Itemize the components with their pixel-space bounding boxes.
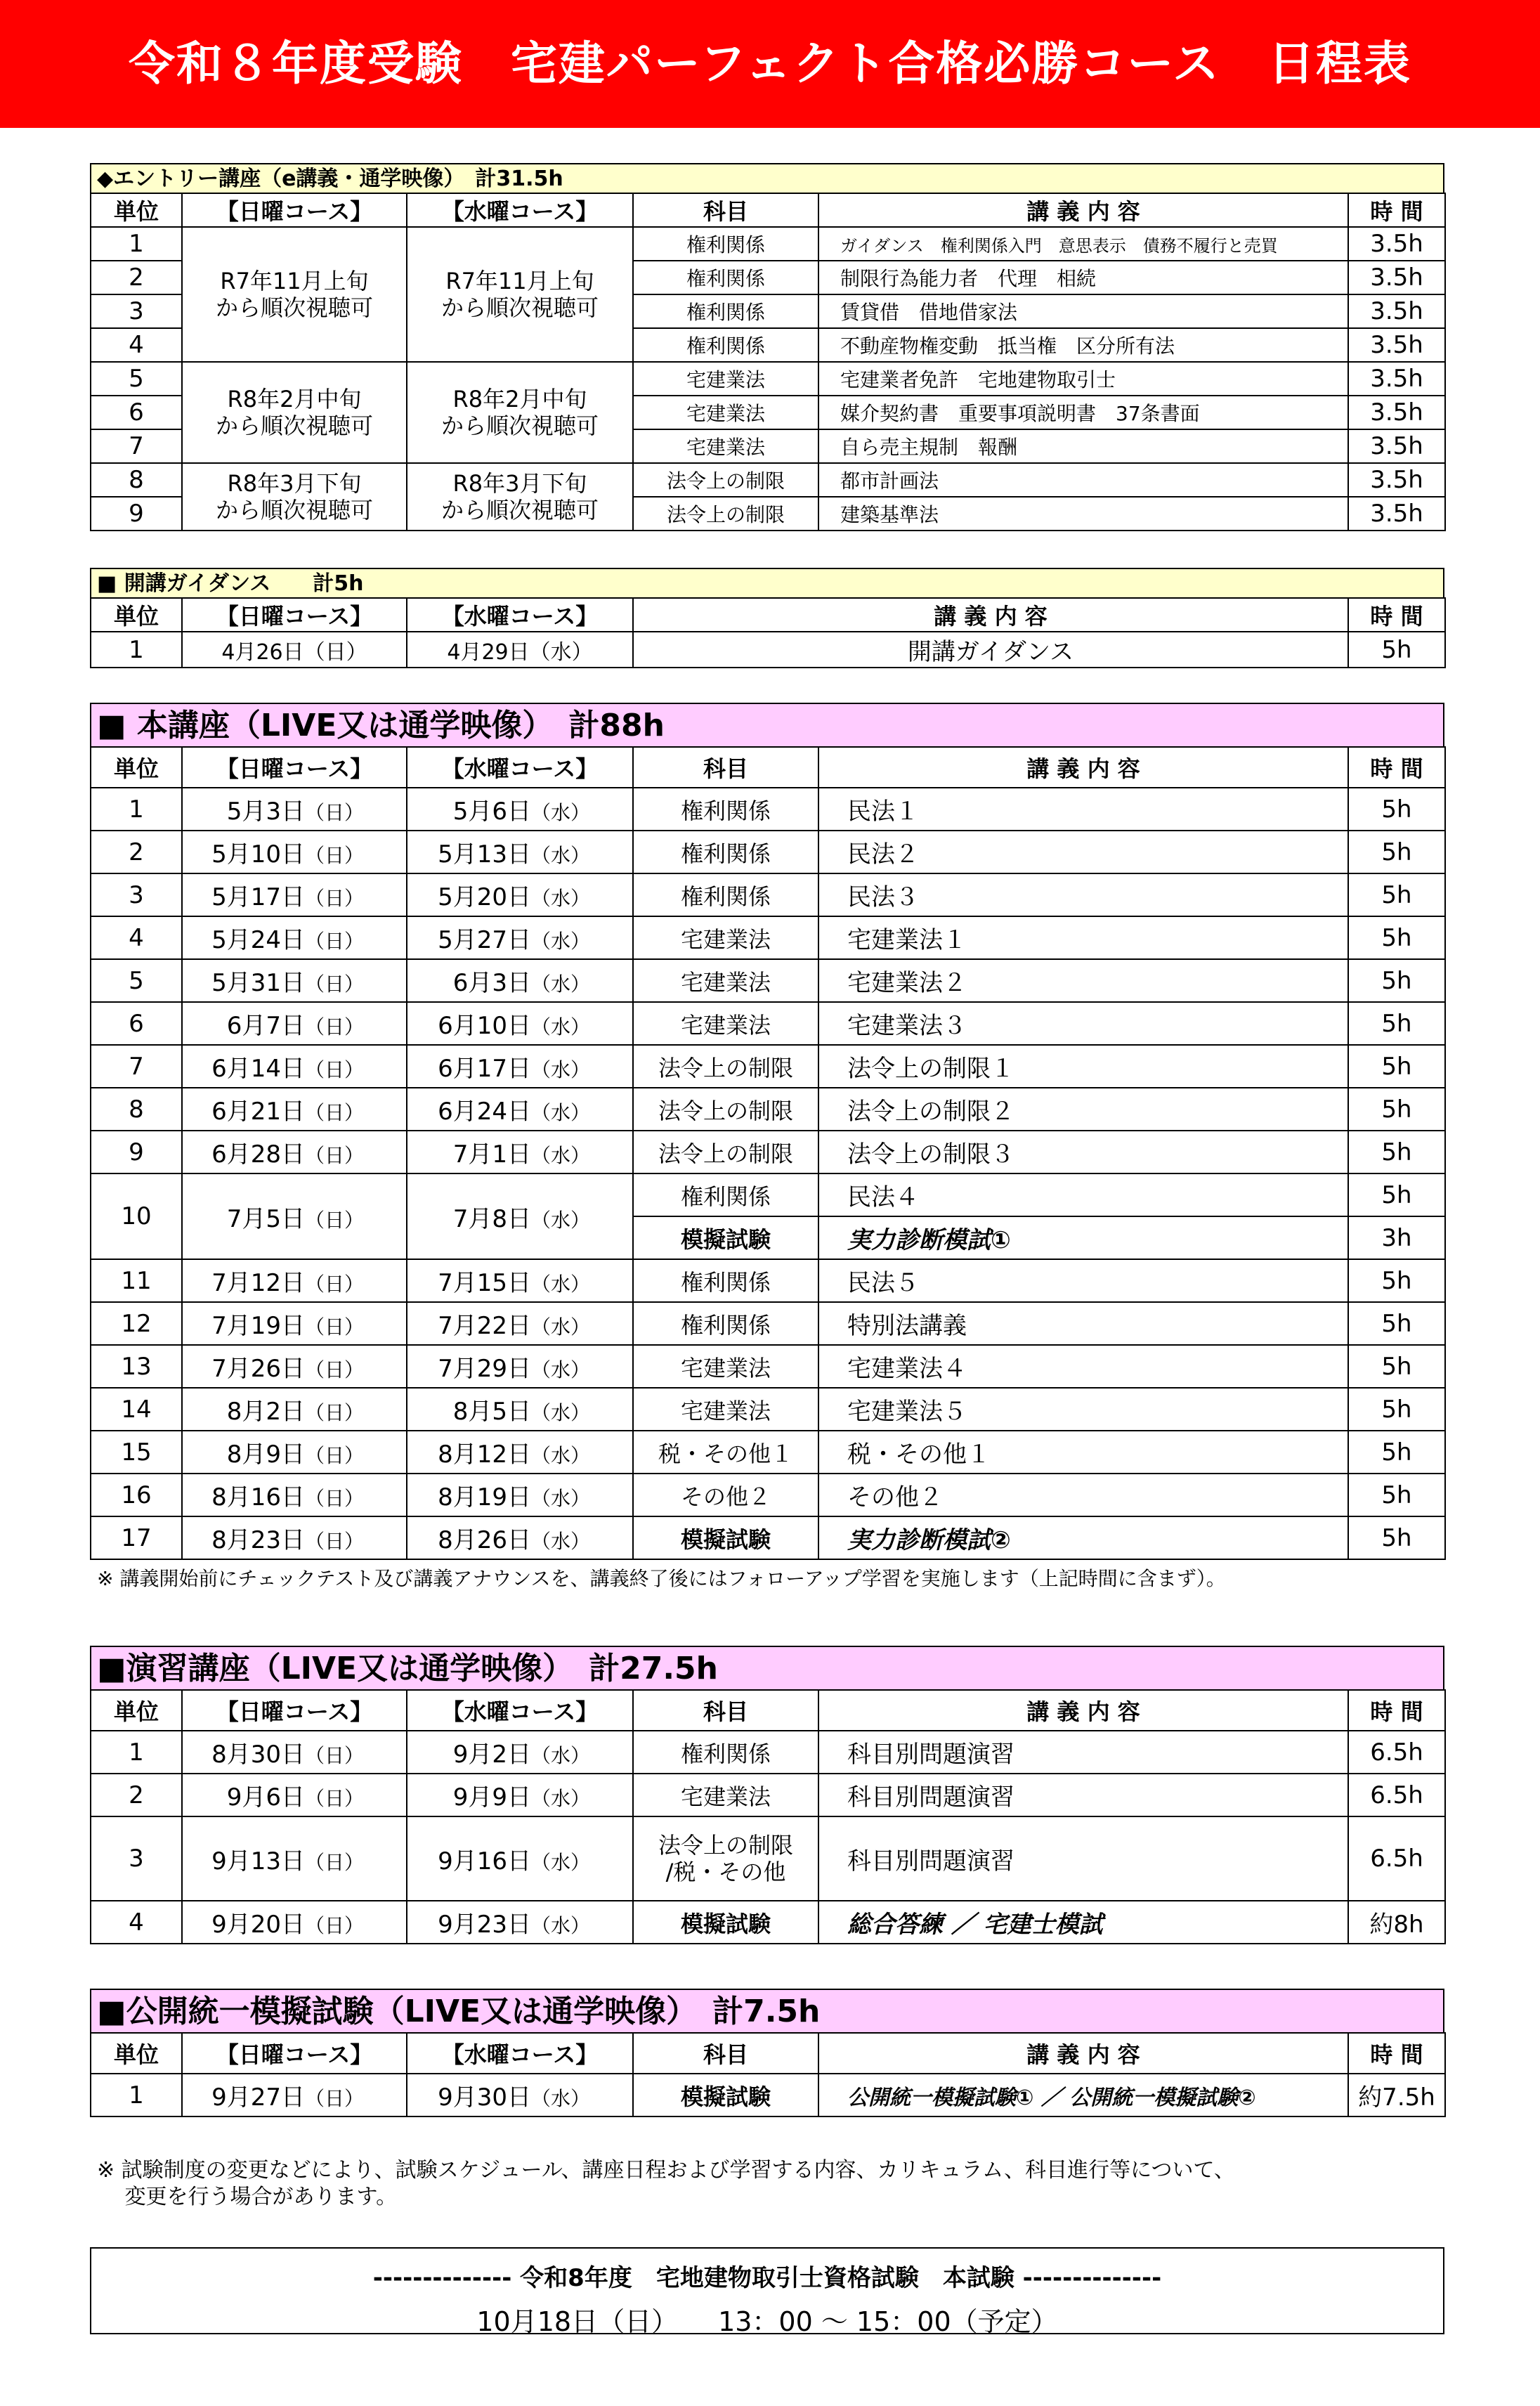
col-content: 講 義 内 容	[818, 2033, 1348, 2074]
time-cell: 5h	[1348, 959, 1445, 1002]
time-cell: 3.5h	[1348, 429, 1445, 463]
mock-table	[90, 2032, 1446, 2117]
table-row	[91, 463, 1445, 497]
col-wed: 【水曜コース】	[407, 2033, 633, 2074]
time-cell: 5h	[1348, 1088, 1445, 1131]
wed-date-cell: 9月2日（水）	[407, 1731, 633, 1774]
page-title: 令和８年度受験 宅建パーフェクト合格必勝コース 日程表	[0, 0, 1540, 128]
main-note: ※ 講義開始前にチェックテスト及び講義アナウンスを、講義終了後にはフォローアップ学習を実施します（上記時間に含まず）。	[97, 1567, 1226, 1590]
time-cell: 5h	[1348, 788, 1445, 831]
time-cell: 5h	[1348, 873, 1445, 916]
table-row	[91, 916, 1445, 959]
entry-section	[90, 163, 1444, 531]
col-unit: 単位	[91, 193, 182, 227]
unit-cell: 3	[91, 1816, 182, 1901]
content-cell: その他２	[818, 1474, 1348, 1516]
subject-cell: 法令上の制限	[633, 1088, 818, 1131]
table-row	[91, 362, 1445, 396]
col-subject: 科目	[633, 1690, 818, 1731]
subject-cell: 宅建業法	[633, 1388, 818, 1431]
table-row	[91, 788, 1445, 831]
table-row	[91, 1173, 1445, 1216]
unit-cell: 1	[91, 632, 182, 668]
wed-date-cell: 6月3日（水）	[407, 959, 633, 1002]
wed-date-cell: 8月26日（水）	[407, 1516, 633, 1559]
footnote-line1: ※ 試験制度の変更などにより、試験スケジュール、講座日程および学習する内容、カリキュラム、科目進行等について、	[97, 2158, 1235, 2183]
unit-cell: 7	[91, 1045, 182, 1088]
subject-cell: 模擬試験	[633, 1901, 818, 1944]
content-cell: 科目別問題演習	[818, 1731, 1348, 1774]
subject-cell: 権利関係	[633, 1302, 818, 1345]
unit-cell: 3	[91, 873, 182, 916]
practice-table	[90, 1689, 1446, 1944]
unit-cell: 1	[91, 788, 182, 831]
subject-cell: 法令上の制限	[633, 463, 818, 497]
time-cell: 5h	[1348, 1302, 1445, 1345]
footnote-line2: 変更を行う場合があります。	[97, 2185, 398, 2209]
col-content: 講 義 内 容	[818, 1690, 1348, 1731]
sun-date-cell: 5月31日（日）	[182, 959, 407, 1002]
time-cell: 5h	[1348, 1045, 1445, 1088]
subject-cell: 税・その他１	[633, 1431, 818, 1474]
wed-date-cell: 6月17日（水）	[407, 1045, 633, 1088]
subject-cell: 宅建業法	[633, 362, 818, 396]
sun-date-cell: 7月26日（日）	[182, 1345, 407, 1388]
practice-heading: ■演習講座（LIVE又は通学映像） 計27.5h	[90, 1646, 1444, 1689]
time-cell: 5h	[1348, 1516, 1445, 1559]
wed-date-cell: 9月23日（水）	[407, 1901, 633, 1944]
col-content: 講 義 内 容	[633, 598, 1348, 632]
col-time: 時 間	[1348, 1690, 1445, 1731]
unit-cell: 6	[91, 1002, 182, 1045]
sun-date-cell: 6月14日（日）	[182, 1045, 407, 1088]
table-row	[91, 632, 1445, 668]
wed-date-cell: 7月15日（水）	[407, 1259, 633, 1302]
wed-course-cell: R7年11月上旬 から順次視聴可	[407, 227, 633, 362]
subject-cell: 権利関係	[633, 788, 818, 831]
subject-cell: 法令上の制限 /税・その他	[633, 1816, 818, 1901]
exam-title: -------------- 令和8年度 宅地建物取引士資格試験 本試験 --------------	[372, 2264, 1162, 2292]
col-content: 講 義 内 容	[818, 747, 1348, 788]
content-cell: 税・その他１	[818, 1431, 1348, 1474]
content-cell: 公開統一模擬試験① ／ 公開統一模擬試験②	[818, 2074, 1348, 2116]
subject-cell: 権利関係	[633, 328, 818, 362]
wed-date-cell: 7月22日（水）	[407, 1302, 633, 1345]
table-row	[91, 2074, 1445, 2116]
table-header-row	[91, 2033, 1445, 2074]
unit-cell: 14	[91, 1388, 182, 1431]
subject-cell: 宅建業法	[633, 429, 818, 463]
content-cell: 民法４	[818, 1173, 1348, 1216]
table-row	[91, 1345, 1445, 1388]
content-cell: 法令上の制限１	[818, 1045, 1348, 1088]
table-row	[91, 1131, 1445, 1173]
time-cell: 5h	[1348, 1002, 1445, 1045]
subject-cell: 法令上の制限	[633, 497, 818, 531]
wed-date-cell: 5月6日（水）	[407, 788, 633, 831]
sun-date-cell: 5月10日（日）	[182, 831, 407, 873]
unit-cell: 5	[91, 362, 182, 396]
content-cell: 自ら売主規制 報酬	[818, 429, 1348, 463]
col-sun: 【日曜コース】	[182, 598, 407, 632]
col-wed: 【水曜コース】	[407, 1690, 633, 1731]
time-cell: 5h	[1348, 831, 1445, 873]
unit-cell: 8	[91, 1088, 182, 1131]
unit-cell: 12	[91, 1302, 182, 1345]
subject-cell: 宅建業法	[633, 1002, 818, 1045]
subject-cell: 模擬試験	[633, 1516, 818, 1559]
main-heading: ■ 本講座（LIVE又は通学映像） 計88h	[90, 703, 1444, 746]
table-header-row	[91, 598, 1445, 632]
main-table	[90, 746, 1446, 1560]
sun-date-cell: 4月26日（日）	[182, 632, 407, 668]
sun-date-cell: 6月7日（日）	[182, 1002, 407, 1045]
sun-date-cell: 6月28日（日）	[182, 1131, 407, 1173]
guidance-heading: ■ 開講ガイダンス 計5h	[90, 568, 1444, 597]
mock-section	[90, 1989, 1444, 2117]
time-cell: 6.5h	[1348, 1816, 1445, 1901]
table-row	[91, 1045, 1445, 1088]
unit-cell: 13	[91, 1345, 182, 1388]
table-row	[91, 227, 1445, 261]
table-header-row	[91, 193, 1445, 227]
content-cell: 法令上の制限２	[818, 1088, 1348, 1131]
subject-cell: 権利関係	[633, 1173, 818, 1216]
table-row	[91, 1259, 1445, 1302]
practice-section	[90, 1646, 1444, 1944]
content-cell: 宅建業法３	[818, 1002, 1348, 1045]
col-unit: 単位	[91, 747, 182, 788]
entry-heading: ◆エントリー講座（e講義・通学映像） 計31.5h	[90, 163, 1444, 193]
footnote	[97, 2157, 1235, 2211]
sun-date-cell: 5月3日（日）	[182, 788, 407, 831]
wed-date-cell: 5月27日（水）	[407, 916, 633, 959]
unit-cell: 15	[91, 1431, 182, 1474]
col-content: 講 義 内 容	[818, 193, 1348, 227]
table-row	[91, 1516, 1445, 1559]
unit-cell: 6	[91, 396, 182, 429]
content-cell: 不動産物権変動 抵当権 区分所有法	[818, 328, 1348, 362]
time-cell: 5h	[1348, 1259, 1445, 1302]
wed-date-cell: 8月12日（水）	[407, 1431, 633, 1474]
exam-box	[90, 2247, 1444, 2337]
content-cell: 媒介契約書 重要事項説明書 37条書面	[818, 396, 1348, 429]
sun-date-cell: 9月27日（日）	[182, 2074, 407, 2116]
sun-date-cell: 8月30日（日）	[182, 1731, 407, 1774]
wed-date-cell: 5月20日（水）	[407, 873, 633, 916]
col-sun: 【日曜コース】	[182, 1690, 407, 1731]
main-section	[90, 703, 1444, 1560]
time-cell: 約8h	[1348, 1901, 1445, 1944]
time-cell: 3.5h	[1348, 362, 1445, 396]
col-subject: 科目	[633, 2033, 818, 2074]
wed-date-cell: 6月24日（水）	[407, 1088, 633, 1131]
content-cell: 民法１	[818, 788, 1348, 831]
unit-cell: 17	[91, 1516, 182, 1559]
subject-cell: 権利関係	[633, 227, 818, 261]
time-cell: 5h	[1348, 1173, 1445, 1216]
sun-date-cell: 9月20日（日）	[182, 1901, 407, 1944]
table-row	[91, 1816, 1445, 1901]
table-row	[91, 1088, 1445, 1131]
unit-cell: 16	[91, 1474, 182, 1516]
time-cell: 5h	[1348, 1388, 1445, 1431]
col-time: 時 間	[1348, 598, 1445, 632]
content-cell: 実力診断模試②	[818, 1516, 1348, 1559]
unit-cell: 1	[91, 2074, 182, 2116]
wed-date-cell: 7月29日（水）	[407, 1345, 633, 1388]
subject-cell: 法令上の制限	[633, 1045, 818, 1088]
content-cell: 法令上の制限３	[818, 1131, 1348, 1173]
subject-cell: 権利関係	[633, 873, 818, 916]
content-cell: 制限行為能力者 代理 相続	[818, 261, 1348, 294]
col-wed: 【水曜コース】	[407, 747, 633, 788]
table-header-row	[91, 1690, 1445, 1731]
col-sun: 【日曜コース】	[182, 2033, 407, 2074]
table-row	[91, 1302, 1445, 1345]
unit-cell: 1	[91, 227, 182, 261]
entry-table	[90, 193, 1446, 531]
time-cell: 6.5h	[1348, 1731, 1445, 1774]
time-cell: 5h	[1348, 632, 1445, 668]
sun-date-cell: 9月6日（日）	[182, 1774, 407, 1816]
unit-cell: 5	[91, 959, 182, 1002]
unit-cell: 1	[91, 1731, 182, 1774]
sun-date-cell: 7月12日（日）	[182, 1259, 407, 1302]
sun-date-cell: 6月21日（日）	[182, 1088, 407, 1131]
time-cell: 3.5h	[1348, 463, 1445, 497]
subject-cell: 模擬試験	[633, 2074, 818, 2116]
table-row	[91, 831, 1445, 873]
col-sun: 【日曜コース】	[182, 747, 407, 788]
subject-cell: 宅建業法	[633, 396, 818, 429]
col-subject: 科目	[633, 747, 818, 788]
subject-cell: 宅建業法	[633, 916, 818, 959]
unit-cell: 10	[91, 1173, 182, 1259]
subject-cell: 宅建業法	[633, 1345, 818, 1388]
col-subject: 科目	[633, 193, 818, 227]
sun-date-cell: 7月19日（日）	[182, 1302, 407, 1345]
guidance-table	[90, 597, 1446, 668]
table-row	[91, 1002, 1445, 1045]
content-cell: 都市計画法	[818, 463, 1348, 497]
subject-cell: 模擬試験	[633, 1216, 818, 1259]
wed-date-cell: 4月29日（水）	[407, 632, 633, 668]
col-unit: 単位	[91, 598, 182, 632]
sun-date-cell: 8月2日（日）	[182, 1388, 407, 1431]
content-cell: 宅建業法２	[818, 959, 1348, 1002]
wed-date-cell: 7月8日（水）	[407, 1173, 633, 1259]
table-row	[91, 873, 1445, 916]
unit-cell: 9	[91, 497, 182, 531]
wed-date-cell: 8月19日（水）	[407, 1474, 633, 1516]
sun-date-cell: 8月23日（日）	[182, 1516, 407, 1559]
unit-cell: 9	[91, 1131, 182, 1173]
col-time: 時 間	[1348, 2033, 1445, 2074]
time-cell: 3.5h	[1348, 261, 1445, 294]
col-time: 時 間	[1348, 747, 1445, 788]
table-header-row	[91, 747, 1445, 788]
content-cell: 賃貸借 借地借家法	[818, 294, 1348, 328]
table-row	[91, 1774, 1445, 1816]
subject-cell: 宅建業法	[633, 1774, 818, 1816]
content-cell: 民法２	[818, 831, 1348, 873]
table-row	[91, 1431, 1445, 1474]
time-cell: 5h	[1348, 1131, 1445, 1173]
content-cell: 建築基準法	[818, 497, 1348, 531]
wed-date-cell: 9月9日（水）	[407, 1774, 633, 1816]
unit-cell: 11	[91, 1259, 182, 1302]
sun-course-cell: R7年11月上旬 から順次視聴可	[182, 227, 407, 362]
content-cell: ガイダンス 権利関係入門 意思表示 債務不履行と売買	[818, 227, 1348, 261]
time-cell: 3.5h	[1348, 227, 1445, 261]
unit-cell: 2	[91, 831, 182, 873]
col-unit: 単位	[91, 2033, 182, 2074]
content-cell: 民法５	[818, 1259, 1348, 1302]
time-cell: 3.5h	[1348, 396, 1445, 429]
table-row	[91, 1731, 1445, 1774]
time-cell: 約7.5h	[1348, 2074, 1445, 2116]
table-row	[91, 959, 1445, 1002]
content-cell: 科目別問題演習	[818, 1816, 1348, 1901]
sun-date-cell: 5月24日（日）	[182, 916, 407, 959]
table-row	[91, 1901, 1445, 1944]
subject-cell: 権利関係	[633, 261, 818, 294]
time-cell: 3.5h	[1348, 328, 1445, 362]
content-cell: 民法３	[818, 873, 1348, 916]
wed-date-cell: 5月13日（水）	[407, 831, 633, 873]
time-cell: 5h	[1348, 1431, 1445, 1474]
sun-date-cell: 8月16日（日）	[182, 1474, 407, 1516]
content-cell: 宅建業法４	[818, 1345, 1348, 1388]
sun-date-cell: 5月17日（日）	[182, 873, 407, 916]
unit-cell: 8	[91, 463, 182, 497]
time-cell: 5h	[1348, 1345, 1445, 1388]
time-cell: 3.5h	[1348, 497, 1445, 531]
unit-cell: 4	[91, 916, 182, 959]
sun-course-cell: R8年2月中旬 から順次視聴可	[182, 362, 407, 463]
subject-cell: 宅建業法	[633, 959, 818, 1002]
exam-date: 10月18日（日） 13：00 ～ 15：00（予定）	[476, 2306, 1058, 2337]
sun-course-cell: R8年3月下旬 から順次視聴可	[182, 463, 407, 531]
table-row	[91, 1388, 1445, 1431]
content-cell: 開講ガイダンス	[633, 632, 1348, 668]
col-sun: 【日曜コース】	[182, 193, 407, 227]
wed-date-cell: 8月5日（水）	[407, 1388, 633, 1431]
subject-cell: 権利関係	[633, 1259, 818, 1302]
unit-cell: 3	[91, 294, 182, 328]
wed-date-cell: 9月30日（水）	[407, 2074, 633, 2116]
content-cell: 実力診断模試①	[818, 1216, 1348, 1259]
content-cell: 宅建業法５	[818, 1388, 1348, 1431]
wed-date-cell: 9月16日（水）	[407, 1816, 633, 1901]
content-cell: 宅建業法１	[818, 916, 1348, 959]
subject-cell: 権利関係	[633, 294, 818, 328]
subject-cell: 法令上の制限	[633, 1131, 818, 1173]
subject-cell: 権利関係	[633, 1731, 818, 1774]
content-cell: 総合答練 ／ 宅建士模試	[818, 1901, 1348, 1944]
col-time: 時 間	[1348, 193, 1445, 227]
time-cell: 5h	[1348, 1474, 1445, 1516]
content-cell: 科目別問題演習	[818, 1774, 1348, 1816]
unit-cell: 4	[91, 328, 182, 362]
unit-cell: 2	[91, 1774, 182, 1816]
unit-cell: 2	[91, 261, 182, 294]
time-cell: 6.5h	[1348, 1774, 1445, 1816]
sun-date-cell: 8月9日（日）	[182, 1431, 407, 1474]
wed-date-cell: 7月1日（水）	[407, 1131, 633, 1173]
content-cell: 特別法講義	[818, 1302, 1348, 1345]
unit-cell: 7	[91, 429, 182, 463]
subject-cell: その他２	[633, 1474, 818, 1516]
wed-course-cell: R8年3月下旬 から順次視聴可	[407, 463, 633, 531]
sun-date-cell: 7月5日（日）	[182, 1173, 407, 1259]
unit-cell: 4	[91, 1901, 182, 1944]
col-wed: 【水曜コース】	[407, 598, 633, 632]
time-cell: 3.5h	[1348, 294, 1445, 328]
guidance-section	[90, 568, 1444, 668]
col-wed: 【水曜コース】	[407, 193, 633, 227]
col-unit: 単位	[91, 1690, 182, 1731]
wed-date-cell: 6月10日（水）	[407, 1002, 633, 1045]
mock-heading: ■公開統一模擬試験（LIVE又は通学映像） 計7.5h	[90, 1989, 1444, 2032]
table-row	[91, 1474, 1445, 1516]
time-cell: 5h	[1348, 916, 1445, 959]
content-cell: 宅建業者免許 宅地建物取引士	[818, 362, 1348, 396]
subject-cell: 権利関係	[633, 831, 818, 873]
sun-date-cell: 9月13日（日）	[182, 1816, 407, 1901]
wed-course-cell: R8年2月中旬 から順次視聴可	[407, 362, 633, 463]
time-cell: 3h	[1348, 1216, 1445, 1259]
